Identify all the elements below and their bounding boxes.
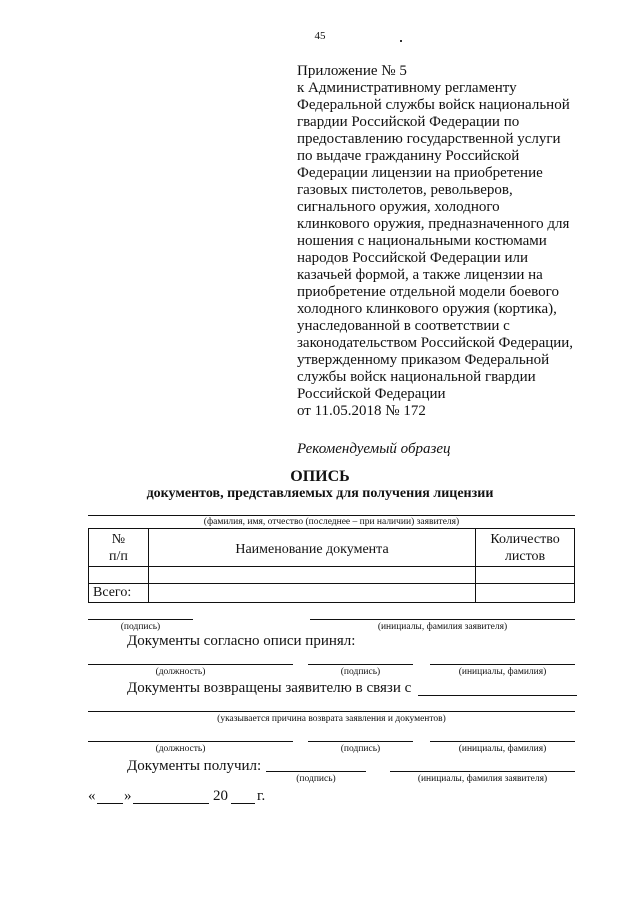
appendix-line: службы войск национальной гвардии — [297, 369, 536, 385]
header-count-cell — [476, 529, 575, 567]
received-text: Документы получил: — [127, 758, 262, 774]
header-number-sublabel: п/п — [109, 548, 128, 564]
returned-initials-caption: (инициалы, фамилия) — [458, 744, 547, 754]
appendix-line: утвержденному приказом Федеральной — [297, 352, 550, 368]
appendix-header — [297, 63, 580, 420]
appendix-line: клинкового оружия, предназначенного для — [297, 216, 570, 232]
scan-speck — [400, 40, 402, 42]
table-cell[interactable] — [148, 567, 475, 584]
table-row — [89, 567, 575, 584]
return-reason-line[interactable] — [88, 711, 575, 712]
appendix-line: Российской Федерации — [297, 386, 446, 402]
appendix-line: холодного клинкового оружия (кортика), — [297, 301, 557, 317]
received-initials-line[interactable] — [390, 771, 575, 772]
header-name-cell — [148, 529, 475, 567]
appendix-line: Федеральной службы войск национальной — [297, 97, 570, 113]
table-cell[interactable] — [476, 567, 575, 584]
document-title: ОПИСЬ — [290, 468, 350, 485]
applicant-initials-line[interactable] — [310, 619, 575, 620]
appendix-line: сигнального оружия, холодного — [297, 199, 500, 215]
table-header-row — [89, 529, 575, 567]
appendix-line: ношения с национальными костюмами — [297, 233, 547, 249]
accepted-signature-caption: (подпись) — [340, 667, 381, 677]
table-cell[interactable] — [148, 584, 475, 603]
appendix-line: газовых пистолетов, револьверов, — [297, 182, 513, 198]
header-number-label: № — [111, 531, 126, 547]
date-suffix: г. — [257, 788, 266, 804]
returned-signature-line[interactable] — [308, 741, 413, 742]
header-name-label: Наименование документа — [235, 541, 389, 557]
date-year-line[interactable] — [231, 803, 255, 804]
header-number-cell — [89, 529, 149, 567]
total-label-cell — [89, 584, 149, 603]
returned-text: Документы возвращены заявителю в связи с — [127, 680, 412, 696]
accepted-position-line[interactable] — [88, 664, 293, 665]
returned-position-line[interactable] — [88, 741, 293, 742]
applicant-signature-line[interactable] — [88, 619, 193, 620]
appendix-line: предоставлению государственной услуги — [297, 131, 561, 147]
return-reason-caption: (указывается причина возврата заявления и документов) — [217, 714, 446, 724]
date-day-line[interactable] — [97, 803, 123, 804]
accepted-position-caption: (должность) — [155, 667, 206, 677]
appendix-line: законодательством Российской Федерации, — [297, 335, 574, 351]
appendix-line: от 11.05.2018 № 172 — [297, 403, 426, 419]
applicant-signature-caption: (подпись) — [120, 622, 161, 632]
returned-position-caption: (должность) — [155, 744, 206, 754]
received-signature-caption: (подпись) — [296, 774, 336, 784]
applicant-name-caption: (фамилия, имя, отчество (последнее – при наличии) заявителя) — [203, 517, 460, 527]
appendix-line: унаследованной в соответствии с — [297, 318, 510, 334]
returned-initials-line[interactable] — [430, 741, 575, 742]
sample-label: Рекомендуемый образец — [297, 441, 451, 457]
accepted-text: Документы согласно описи принял: — [127, 633, 356, 649]
appendix-line: Приложение № 5 — [297, 63, 407, 79]
applicant-initials-caption: (инициалы, фамилия заявителя) — [377, 622, 508, 632]
header-count-sublabel: листов — [504, 548, 546, 564]
appendix-line: приобретение отдельной модели боевого — [297, 284, 559, 300]
received-signature-line[interactable] — [266, 771, 366, 772]
date-close-quote: » — [124, 788, 132, 804]
received-initials-caption: (инициалы, фамилия заявителя) — [417, 774, 548, 784]
returned-signature-caption: (подпись) — [340, 744, 381, 754]
accepted-signature-line[interactable] — [308, 664, 413, 665]
appendix-line: по выдаче гражданину Российской — [297, 148, 520, 164]
total-count-cell[interactable] — [476, 584, 575, 603]
document-subtitle: документов, представляемых для получения лицензии — [146, 486, 494, 501]
date-year-prefix: 20 — [213, 788, 228, 804]
appendix-line: Федерации лицензии на приобретение — [297, 165, 543, 181]
total-label: Всего: — [93, 585, 132, 600]
page-number: 45 — [314, 30, 326, 42]
applicant-name-line[interactable] — [88, 515, 575, 516]
appendix-line: к Административному регламенту — [297, 80, 517, 96]
date-open-quote: « — [88, 788, 96, 804]
table-cell[interactable] — [89, 567, 149, 584]
appendix-line: гвардии Российской Федерации по — [297, 114, 520, 130]
appendix-line: казачьей формой, а также лицензии на — [297, 267, 543, 283]
table-total-row — [89, 584, 575, 603]
accepted-initials-line[interactable] — [430, 664, 575, 665]
return-reason-inline-line[interactable] — [418, 695, 577, 696]
appendix-line: народов Российской Федерации или — [297, 250, 529, 266]
documents-table — [88, 528, 575, 603]
date-month-line[interactable] — [133, 803, 209, 804]
header-count-label: Количество — [490, 531, 560, 547]
accepted-initials-caption: (инициалы, фамилия) — [458, 667, 547, 677]
